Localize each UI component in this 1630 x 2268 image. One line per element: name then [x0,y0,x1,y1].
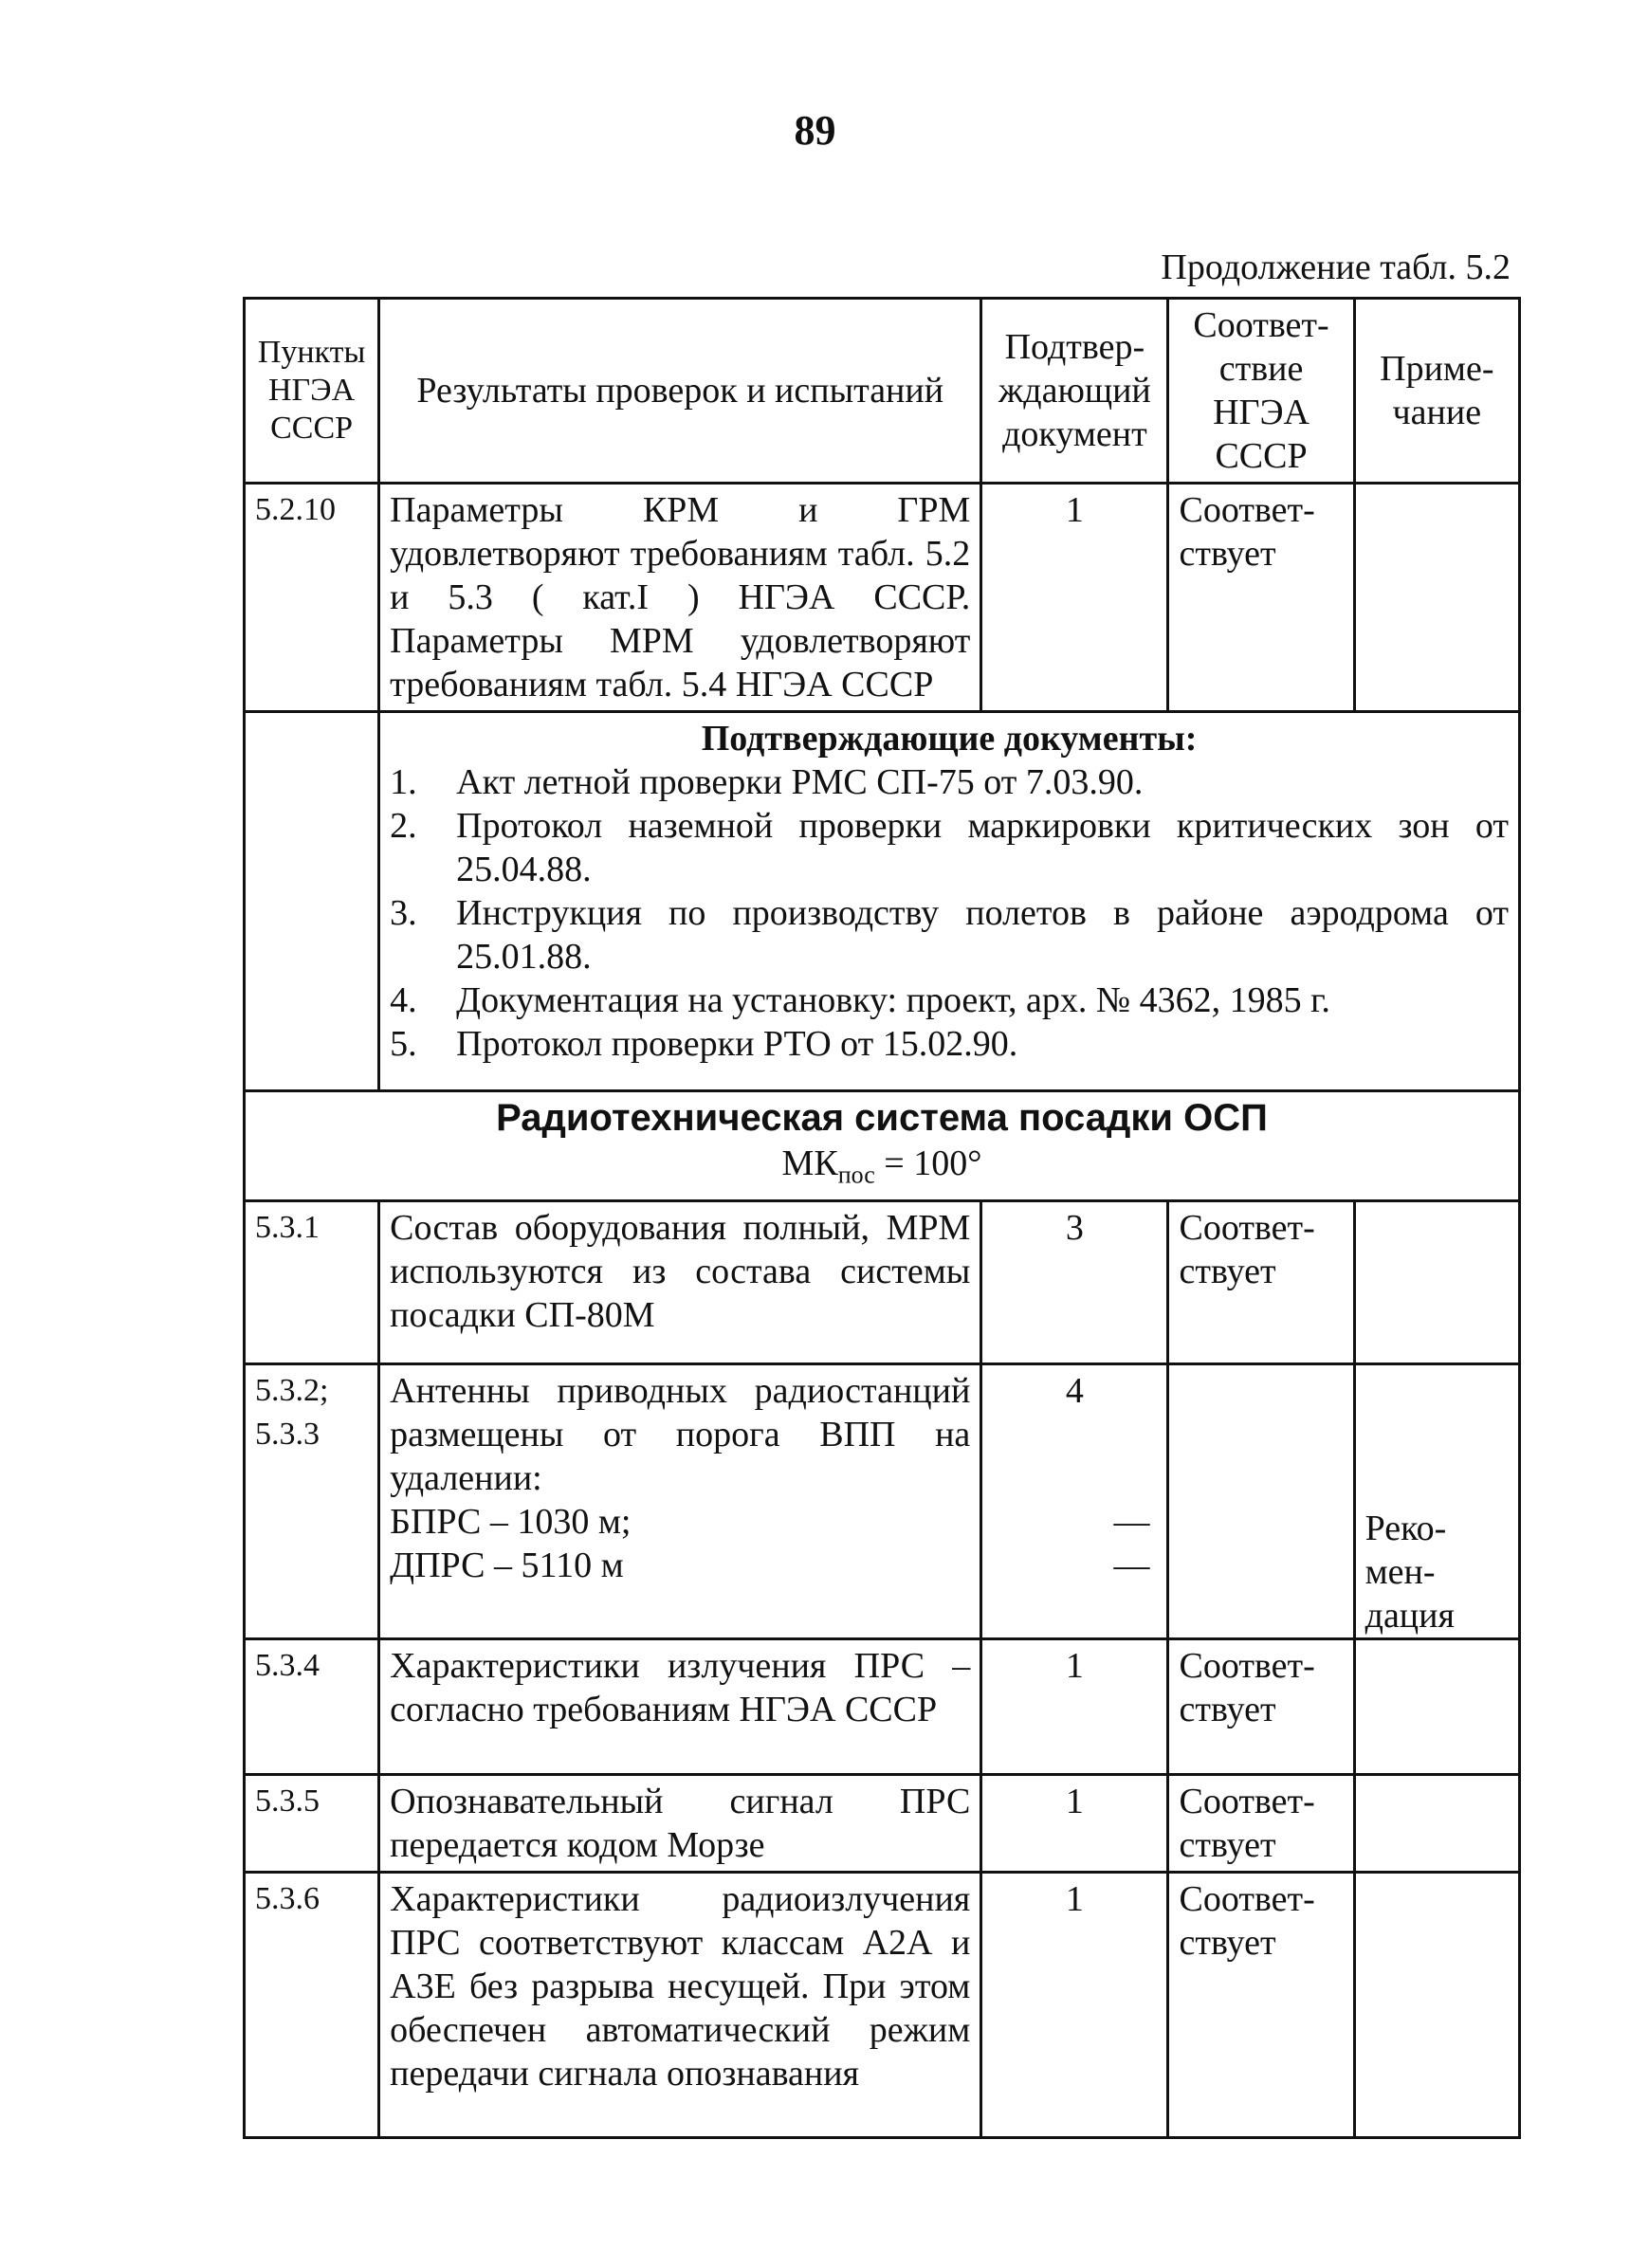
note-cell [1354,1638,1519,1774]
item-number-line: 5.3.3 [255,1416,320,1452]
document-ref: 1 [981,1638,1168,1774]
note-cell [1354,484,1519,712]
table-row [245,1872,1520,2137]
conformity-text: Соответ-ствует [1168,1638,1354,1774]
header-results: Результаты проверок и испытаний [379,299,981,484]
result-text: Состав оборудования полный, МРМ используются из состава системы посадки СП-80М [379,1200,981,1363]
list-text: Протокол проверки РТО от 15.02.90. [456,1024,1018,1064]
empty-cell [245,712,379,1091]
result-text: Параметры КРМ и ГРМ удовлетворяют требованиям табл. 5.2 и 5.3 ( кат.I ) НГЭА СССР. Параметры МРМ удовлетворяют требованиям табл. 5.4 НГЭА СССР [379,484,981,712]
document-ref: 1 [981,1872,1168,2137]
document-ref: 1 [981,1774,1168,1872]
section-title: Радиотехническая система посадки ОСП [496,1097,1268,1139]
result-line: ДПРС – 5110 м [390,1545,624,1585]
list-item [390,979,1509,1022]
dash-mark: — [1113,1545,1150,1585]
list-number: 2. [390,806,417,846]
table-row [245,1363,1520,1638]
note-text: Реко-мен-дация [1364,1508,1455,1636]
list-text: Протокол наземной проверки маркировки критических зон от 25.04.88. [456,806,1509,889]
item-number [245,1363,379,1638]
list-item [390,760,1509,804]
header-items: Пункты НГЭА СССР [245,299,379,484]
result-text: Характеристики радиоизлучения ПРС соответствуют классам А2А и А3Е без разрыва несущей. При этом обеспечен автоматический режим передачи сигнала опознавания [379,1872,981,2137]
table-row [245,484,1520,712]
conformity-cell [1168,1363,1354,1638]
result-line: БПРС – 1030 м; [390,1501,632,1542]
course-subscript: пос [837,1161,875,1189]
course-value: = 100° [874,1143,982,1183]
result-paragraph: Антенны приводных радиостанций размещены от порога ВПП на удалении: [390,1370,971,1498]
section-header-row [245,1091,1520,1201]
conformity-text: Соответ-ствует [1168,1872,1354,2137]
supporting-docs-row [245,712,1520,1091]
note-cell [1354,1200,1519,1363]
supporting-docs-block [379,712,1520,1091]
list-item [390,891,1509,979]
item-number: 5.3.6 [245,1872,379,2137]
list-item [390,804,1509,891]
conformity-text: Соответ-ствует [1168,484,1354,712]
conformity-text: Соответ-ствует [1168,1200,1354,1363]
document-ref [981,1363,1168,1638]
list-text: Документация на установку: проект, арх. № 4362, 1985 г. [456,980,1330,1020]
item-number: 5.2.10 [245,484,379,712]
header-document: Подтвер-ждающий документ [981,299,1168,484]
result-text [379,1363,981,1638]
document-ref: 3 [981,1200,1168,1363]
list-text: Инструкция по производству полетов в районе аэродрома от 25.01.88. [456,893,1509,977]
section-header [245,1091,1520,1201]
header-note: Приме-чание [1354,299,1519,484]
document-number: 4 [1065,1370,1084,1411]
item-number: 5.3.5 [245,1774,379,1872]
list-number: 5. [390,1024,417,1064]
note-cell [1354,1363,1519,1638]
table-row [245,1200,1520,1363]
list-number: 4. [390,980,417,1020]
note-cell [1354,1872,1519,2137]
course-label: МК [781,1143,838,1183]
table-row [245,1774,1520,1872]
item-number-line: 5.3.2; [255,1372,329,1408]
item-number: 5.3.1 [245,1200,379,1363]
conformity-text: Соответ-ствует [1168,1774,1354,1872]
list-number: 1. [390,762,417,802]
list-number: 3. [390,893,417,933]
list-text: Акт летной проверки РМС СП-75 от 7.03.90. [456,762,1144,802]
document-ref: 1 [981,484,1168,712]
result-text: Опознавательный сигнал ПРС передается кодом Морзе [379,1774,981,1872]
header-conformity: Соответ-ствие НГЭА СССР [1168,299,1354,484]
table-continuation-label: Продолжение табл. 5.2 [1161,247,1511,287]
table-header-row [245,299,1520,484]
page-number: 89 [794,107,836,154]
note-cell [1354,1774,1519,1872]
section-subtitle [255,1142,1509,1198]
list-item [390,1022,1509,1066]
dash-mark: — [1113,1501,1150,1542]
table-row [245,1638,1520,1774]
results-table [243,297,1521,2139]
supporting-docs-title: Подтверждающие документы: [701,719,1198,759]
item-number: 5.3.4 [245,1638,379,1774]
result-text: Характеристики излучения ПРС – согласно требованиям НГЭА СССР [379,1638,981,1774]
supporting-docs-list [390,760,1509,1066]
